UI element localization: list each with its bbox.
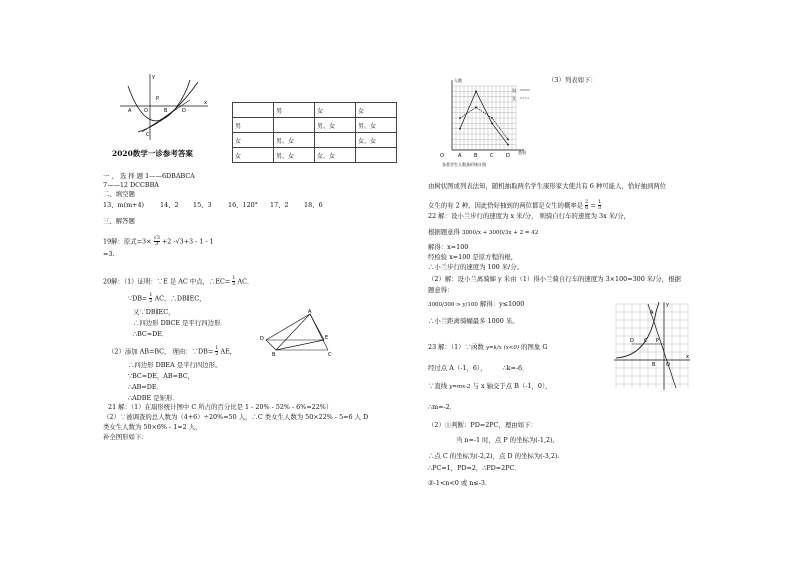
x-tick-label: C: [490, 153, 494, 159]
probability-table: [232, 102, 397, 163]
q22-inequality: 3000/300 > y/100: [428, 302, 478, 308]
fig1-label-d: D: [182, 108, 186, 114]
q22-line4: 经检验 x=100 是原方程的根，: [428, 253, 518, 261]
q22-line8: [428, 300, 524, 309]
table-cell: 女: [233, 133, 274, 148]
fill-answer: 13、m(m+4): [103, 201, 145, 209]
table-cell: 女: [315, 103, 356, 118]
q23-text-a: 23 解：（1）∵函数: [428, 343, 484, 351]
q22-line1: 22 解：设小兰步行的速度为 x 米/分， 则骑自行车的速度为 3x 米/分，: [428, 212, 631, 220]
q21-num: 2: [585, 199, 589, 205]
fill-answer: 15、3: [193, 201, 212, 209]
solve-header: 三、解答题: [103, 217, 135, 225]
q23-line2: [428, 364, 528, 372]
q20-text-b: AC．: [237, 277, 254, 286]
q20-half-num2: 1: [149, 292, 153, 298]
data-point: [491, 117, 493, 119]
q23-text-c2: 与 x 轴交于点 B（-1，0），: [472, 382, 552, 390]
data-point: [507, 144, 509, 146]
hyperbola-figure: [612, 300, 692, 392]
parabola-figure: [120, 72, 210, 142]
q23-line9: ②-1<n<0 或 n≤-3．: [428, 479, 492, 487]
fig4-label-x: x: [686, 354, 689, 360]
table-cell: 女: [356, 103, 397, 118]
q23-line7: ∴点 C 的坐标为(-2,2)，点 D 的坐标为(-3,2).: [428, 452, 560, 460]
fig1-label-y: y: [152, 74, 155, 80]
q23-line8: ∴PC=1，PD=2，∴PD=2PC．: [428, 464, 521, 472]
q21-line6: 女生的有 2 种，因此恰好抽到的两位都是女生的概率是 $\frac{2}{6}$ = $\frac{1}{3}$: [428, 199, 601, 211]
q21-line5: 由树状图或列表法知，随机抽取两名学生康形家大使共有 6 种可能人，恰好抽到两位: [428, 182, 667, 190]
q21-line4: 补全图形如下：: [103, 433, 148, 441]
q19-text-b: +2 -√3+3 - 1 - 1: [161, 237, 214, 246]
fill-answer: 14、2: [160, 201, 179, 209]
q23-function: y=k/x (x<0): [485, 345, 520, 351]
fig4-label-d: D: [630, 338, 634, 344]
table-cell: 男: [233, 118, 274, 133]
q20-line4: ∴四边形 DBCE 是平行四边形．: [133, 319, 227, 327]
q23-text-b2: ∴k=-6．: [502, 364, 529, 372]
q1-line1: 一 、 选 择 题 1——6DBABCA: [103, 172, 195, 180]
fill-answer: 17、2: [270, 201, 289, 209]
q21-line3: 类女生人数为 50×6% - 1=2 人，: [103, 423, 202, 431]
fig1-label-c: C: [146, 132, 150, 138]
table-cell: 男: [274, 103, 315, 118]
fig1-label-x: x: [204, 100, 207, 106]
fig4-label-c: C: [644, 338, 648, 344]
q20-line5: ∴BC=DE．: [133, 330, 169, 338]
fig1-label-p: P: [156, 96, 160, 102]
data-point: [491, 122, 493, 124]
x-tick-label: A: [458, 153, 462, 159]
q20-line2: [128, 293, 206, 304]
data-point: [459, 117, 461, 119]
page-title: 2020数学一诊参考答案: [112, 149, 193, 158]
data-point: [459, 128, 461, 130]
q23-line-eq: y=mx-2: [449, 384, 471, 390]
q22-line5: ∴小兰步行的速度为 100 米/分。: [428, 263, 524, 271]
table-cell: 女、女: [356, 133, 397, 148]
fig4-label-y: y: [666, 302, 669, 308]
table-row: [233, 103, 397, 118]
q21-fraction: [585, 200, 588, 211]
q20-line3: 又∵DB∥EC，: [133, 308, 175, 316]
q22-equation: 3000/x + 3000/3x + 2 = 42: [462, 230, 539, 236]
q23-line5: （2）①判断：PD=2PC，理由如下：: [428, 421, 537, 429]
q19-line: [103, 236, 214, 247]
q20-half-den: 2: [232, 281, 236, 287]
q20-line10: ∴ADBE 是矩形．: [128, 394, 179, 402]
q20-text-a: 20解：（1）证明：∵E 是 AC 中点，∴EC=: [103, 277, 231, 286]
q22-line6: （2）解：设小兰离骑婶 y 米由（1）得小兰骑自行车的速度为 3×100=300 米/分，根据: [428, 275, 681, 283]
q22-result: 解得：y≤1000: [479, 300, 525, 308]
q23-line6: 当 n=-1 时，点 P 的坐标为(-1,2),: [456, 436, 555, 444]
q21-line1: 21 解：（1）在扇形统计图中 C 所占的百分比是 1 - 20% - 52% - 6%=22%）: [108, 403, 333, 411]
fig4-label-p: P: [656, 338, 660, 344]
fill-answer: 16、120°: [228, 201, 258, 209]
q22-line3: 解得：x=100: [428, 243, 469, 251]
fig2-label-d: D: [260, 336, 264, 342]
q20-text-h: （2）添加 AB=BC， 理由：∵DB=: [108, 347, 214, 356]
table-cell: 女: [233, 148, 274, 163]
y-axis-title: 人数: [454, 78, 462, 83]
table-cell: 男、女: [356, 118, 397, 133]
q23-line3: [428, 382, 552, 391]
q21-den: 6: [585, 205, 589, 211]
fig4-label-b: B: [652, 362, 656, 368]
q20-line9: ∴AB=DE．: [128, 383, 163, 391]
x-tick-label: D: [506, 153, 510, 159]
q23-text-a2: 的图象 G: [521, 343, 548, 351]
q21-fraction2: [598, 200, 601, 211]
chart-caption: 各类学生人数条形统计图: [442, 162, 486, 167]
fig1-label-o: O: [144, 108, 148, 114]
q19-num: √3: [153, 235, 160, 241]
data-point: [507, 138, 509, 140]
table-cell: [233, 103, 274, 118]
table-row: [233, 148, 397, 163]
q19-text-a: 19解：原式=3×: [103, 237, 152, 246]
q20-line8: ∵BC=DE，AB=BC，: [128, 372, 195, 380]
table-cell: [274, 118, 315, 133]
q19-result: =3.: [103, 250, 115, 258]
data-point: [475, 90, 477, 92]
table-row: [233, 133, 397, 148]
q20-half-num: 1: [232, 275, 236, 281]
student-count-chart: [438, 76, 538, 172]
q21-den2: 3: [597, 205, 601, 211]
fig2-label-c: C: [328, 352, 332, 358]
table-row: [233, 118, 397, 133]
q21-num2: 1: [597, 199, 601, 205]
q22-line7: 题意得：: [428, 286, 454, 294]
q20-half-den3: 2: [215, 351, 219, 357]
fig1-label-a: A: [128, 108, 132, 114]
q20-text-d: AC，∴DB∥EC，: [154, 294, 206, 303]
x-tick-label: B: [474, 153, 478, 159]
x-axis-title: 类别: [518, 150, 526, 155]
q20-line6: [108, 346, 236, 357]
q23-text-b: 经过点 A（-1，6），: [428, 364, 487, 372]
q19-den: 3: [155, 241, 159, 247]
origin-label: O: [440, 153, 444, 159]
fill-header: 二、填空题: [103, 190, 135, 198]
q20-text-i: AE，: [220, 347, 237, 356]
fig2-label-e: E: [325, 335, 329, 341]
q23-text-c: ∵直线: [428, 382, 448, 390]
q20-text-c: ∵DB=: [128, 294, 148, 303]
fill-answer: 18、6: [304, 201, 323, 209]
q20-line1: [103, 276, 253, 287]
q23-line1: [428, 343, 547, 352]
q21-list-label: （3）列表如下：: [548, 76, 597, 84]
fig2-label-b: B: [272, 352, 276, 358]
fig4-label-a: A: [650, 310, 654, 316]
table-cell: 男、女: [315, 118, 356, 133]
q20-line7: ∴四边形 DBEA 是平行四边形。: [128, 361, 222, 369]
fig4-label-o: O: [666, 362, 670, 368]
q20-fraction2: [149, 293, 152, 304]
table-cell: 女、女: [315, 148, 356, 163]
data-point: [475, 106, 477, 108]
q22-line9: ∴小兰距离骑蝴最多 1000 米。: [428, 317, 519, 325]
q23-line4: ∴m=-2．: [428, 403, 457, 411]
fig1-label-b: B: [164, 108, 168, 114]
q1-line2: 7——12 DCCBBA: [103, 181, 159, 189]
legend-label: 女: [512, 96, 516, 101]
table-cell: [315, 133, 356, 148]
triangle-figure: [258, 310, 334, 360]
q20-fraction3: [215, 346, 218, 357]
table-cell: [356, 148, 397, 163]
q22-text-b: 根据题意得: [428, 228, 460, 236]
q20-half-den2: 2: [149, 298, 153, 304]
q22-line2: [428, 228, 538, 237]
q20-fraction: [232, 276, 235, 287]
table-cell: 男、女: [274, 148, 315, 163]
legend-label: 男: [512, 88, 516, 93]
q21-text-g: 女生的有 2 种，因此恰好抽到的两位都是女生的概率是: [428, 201, 584, 210]
table-cell: 男、女: [274, 133, 315, 148]
q20-half-num3: 1: [215, 345, 219, 351]
q21-line2: （2）∵被调查的总人数为（4+6）÷20%=50 人，∴C 类女生人数为 50×22% - 5=6 人 D: [103, 413, 369, 421]
q19-fraction: [154, 236, 160, 247]
fig2-label-a: A: [308, 309, 312, 315]
